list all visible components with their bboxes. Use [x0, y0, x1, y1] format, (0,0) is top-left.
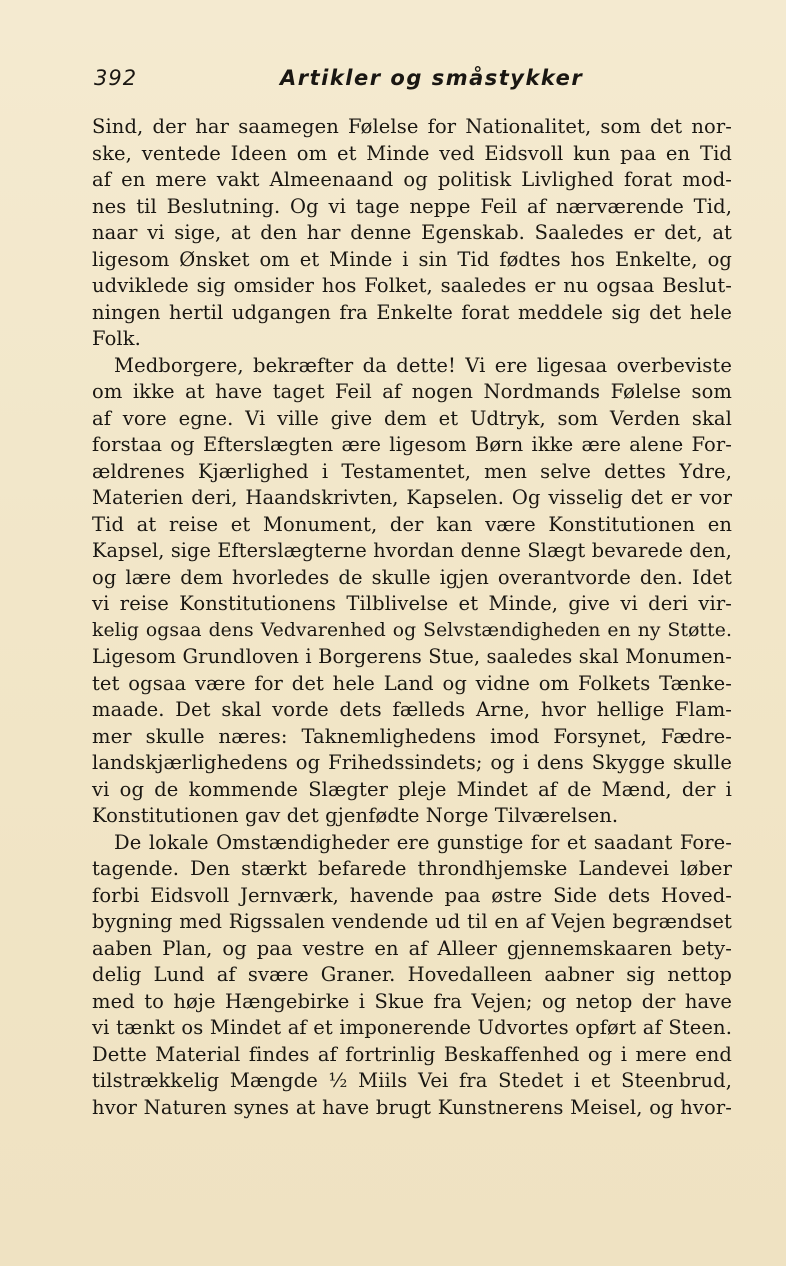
text-line: Materien deri, Haandskrivten, Kapselen. Og visselig det er vor	[92, 486, 732, 509]
text-line: mer skulle næres: Taknemlighedens imod Forsynet, Fædre-	[92, 724, 732, 748]
text-line: Sind, der har saamegen Følelse for Nationalitet, som det nor-	[92, 115, 732, 138]
text-line: hvor Naturen synes at have brugt Kunstnerens Meisel, og hvor-	[92, 1095, 732, 1119]
text-line: ske, ventede Ideen om et Minde ved Eidsvoll kun paa en Tid	[92, 141, 732, 165]
text-line: forstaa og Efterslægten ære ligesom Børn ikke ære alene For-	[92, 433, 732, 456]
text-line: Tid at reise et Monument, der kan være Konstitutionen en	[92, 512, 732, 536]
paragraph	[92, 114, 732, 353]
text-line: ældrenes Kjærlighed i Testamentet, men selve dettes Ydre,	[92, 459, 732, 483]
body-text	[92, 114, 732, 1121]
text-line: maade. Det skal vorde dets fælleds Arne, hvor hellige Flam-	[92, 698, 732, 721]
text-line: ligesom Ønsket om et Minde i sin Tid fødtes hos Enkelte, og	[92, 247, 732, 271]
text-line: nes til Beslutning. Og vi tage neppe Feil af nærværende Tid,	[92, 194, 732, 218]
text-line: bygning med Rigssalen vendende ud til en af Vejen begrændset	[92, 910, 732, 933]
text-line: aaben Plan, og paa vestre en af Alleer gjennemskaaren bety-	[92, 936, 732, 960]
text-line: med to høje Hængebirke i Skue fra Vejen; og netop der have	[92, 989, 732, 1013]
text-line: vi tænkt os Mindet af et imponerende Udvortes opført af Steen.	[92, 1016, 732, 1039]
paragraph	[92, 353, 732, 830]
text-line: tagende. Den stærkt befarede throndhjemske Landevei løber	[92, 857, 732, 880]
text-line: Dette Material findes af fortrinlig Beskaffenhed og i mere end	[92, 1042, 732, 1066]
text-line: vi reise Konstitutionens Tilblivelse et Minde, give vi deri vir-	[92, 592, 732, 615]
text-line: udviklede sig omsider hos Folket, saaledes er nu ogsaa Beslut-	[92, 274, 732, 297]
text-line: kelig ogsaa dens Vedvarenhed og Selvstændigheden en ny Støtte.	[92, 619, 732, 641]
page-number: 392	[94, 66, 138, 90]
text-line: Medborgere, bekræfter da dette! Vi ere ligesaa overbeviste	[114, 353, 732, 377]
text-line: og lære dem hvorledes de skulle igjen overantvorde den. Idet	[92, 565, 732, 589]
text-line: delig Lund af svære Graner. Hovedalleen aabner sig nettop	[92, 963, 732, 986]
running-title: Artikler og småstykker	[280, 66, 584, 90]
text-line: forbi Eidsvoll Jernværk, havende paa østre Side dets Hoved-	[92, 883, 732, 907]
page-header	[90, 66, 731, 100]
text-line: landskjærlighedens og Frihedssindets; og i dens Skygge skulle	[92, 751, 732, 774]
text-line: vi og de kommende Slægter pleje Mindet af de Mænd, der i	[92, 777, 732, 801]
text-line: tet ogsaa være for det hele Land og vidne om Folkets Tænke-	[92, 671, 732, 695]
text-line: af vore egne. Vi ville give dem et Udtryk, som Verden skal	[92, 406, 732, 430]
text-line: De lokale Omstændigheder ere gunstige for et saadant Fore-	[114, 830, 732, 854]
text-line: af en mere vakt Almeenaand og politisk Livlighed forat mod-	[92, 168, 732, 191]
text-line: Konstitutionen gav det gjenfødte Norge Tilværelsen.	[92, 804, 619, 827]
text-line: tilstrækkelig Mængde ½ Miils Vei fra Stedet i et Steenbrud,	[92, 1069, 732, 1092]
text-line: om ikke at have taget Feil af nogen Nordmands Følelse som	[92, 380, 732, 403]
paragraph	[92, 830, 732, 1122]
text-line: Kapsel, sige Efterslægterne hvordan denne Slægt bevarede den,	[92, 539, 732, 562]
text-line: Ligesom Grundloven i Borgerens Stue, saaledes skal Monumen-	[92, 645, 732, 668]
text-line: naar vi sige, at den har denne Egenskab. Saaledes er det, at	[92, 221, 732, 244]
text-line: Folk.	[92, 327, 141, 350]
text-line: ningen hertil udgangen fra Enkelte forat meddele sig det hele	[92, 300, 732, 324]
